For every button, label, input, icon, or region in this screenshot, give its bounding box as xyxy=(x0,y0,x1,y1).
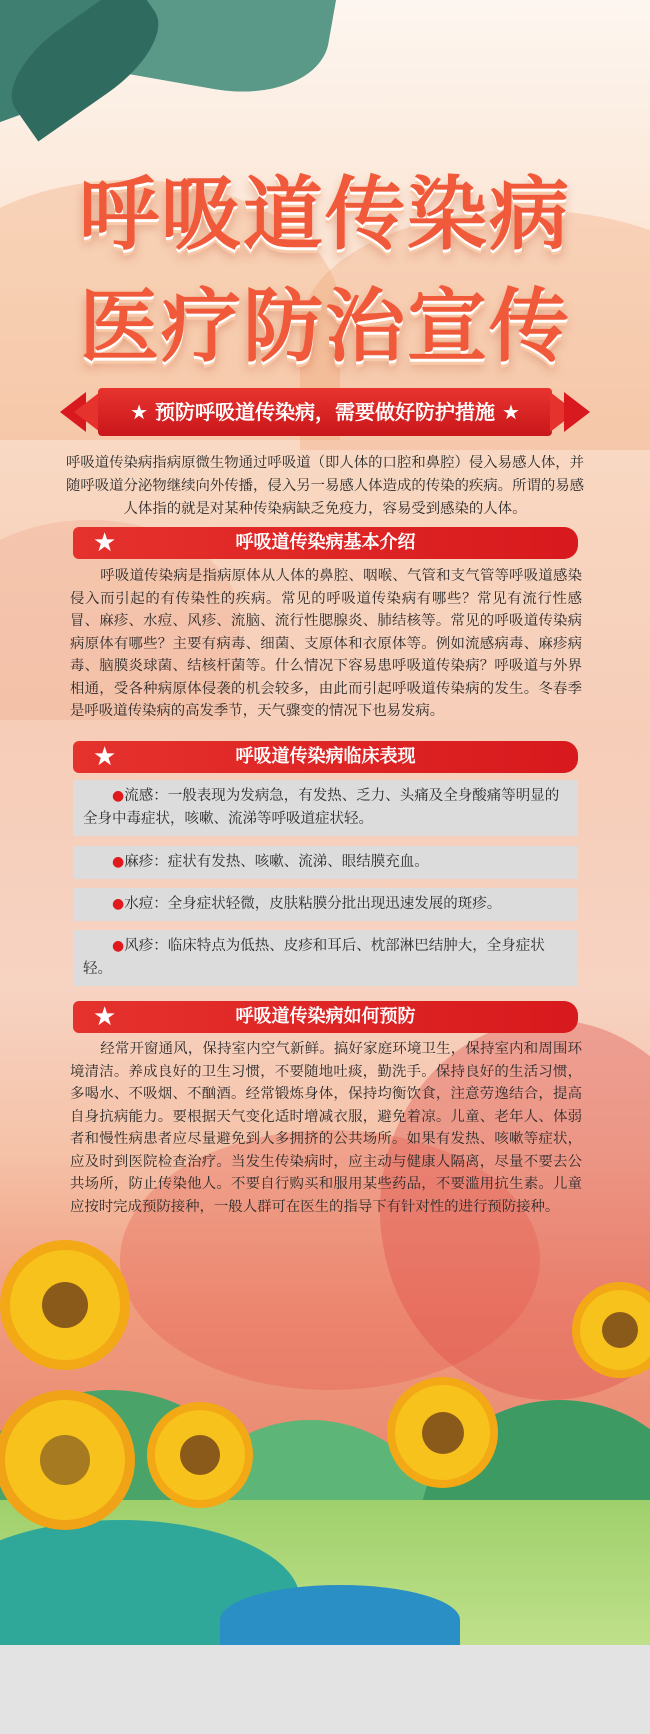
section-body-prevention: 经常开窗通风，保持室内空气新鲜。搞好家庭环境卫生，保持室内和周围环境清洁。养成良好的卫生习惯，不要随地吐痰，勤洗手。保持良好的生活习惯，多喝水、不吸烟、不酗酒。经常锻炼身体，保持均衡饮食，注意劳逸结合，提高自身抗病能力。要根据天气变化适时增减衣服，避免着凉。儿童、老年人、体弱者和慢性病患者应尽量避免到人多拥挤的公共场所。如果有发热、咳嗽等症状，应及时到医院检查治疗。当发生传染病时，应主动与健康人隔离，尽量不要去公共场所，防止传染他人。不要自行购买和服用某些药品，不要滥用抗生素。儿童应按时完成预防接种，一般人群可在医生的指导下有针对性的进行预防接种。 xyxy=(70,1041,582,1215)
bullet-icon: ● xyxy=(112,896,125,912)
symptom-text: 水痘：全身症状轻微，皮肤粘膜分批出现迅速发展的斑疹。 xyxy=(124,896,502,912)
star-icon: ★ xyxy=(501,400,520,424)
section-heading-prevention xyxy=(73,1001,578,1033)
sunflower-center-icon xyxy=(42,1282,88,1328)
section-body-intro: 呼吸道传染病是指病原体从人体的鼻腔、咽喉、气管和支气管等呼吸道感染侵入而引起的有传染性的疾病。常见的呼吸道传染病有哪些？常见有流行性感冒、麻疹、水痘、风疹、流脑、流行性腮腺炎、肺结核等。常见的呼吸道传染病病原体有哪些？主要有病毒、细菌、支原体和衣原体等。例如流感病毒、麻疹病毒、脑膜炎球菌、结核杆菌等。什么情况下容易患呼吸道传染病？呼吸道与外界相通，受各种病原体侵袭的机会较多，由此而引起呼吸道传染病的发生。冬春季是呼吸道传染病的高发季节，天气骤变的情况下也易发病。 xyxy=(70,568,582,719)
chevron-left-icon xyxy=(74,392,100,432)
subtitle-banner xyxy=(60,388,590,436)
chevron-right-icon xyxy=(564,392,590,432)
section-heading-text: 呼吸道传染病基本介绍 xyxy=(235,532,416,553)
banner-text: 预防呼吸道传染病，需要做好防护措施 xyxy=(155,400,495,424)
symptom-item-chickenpox xyxy=(73,888,578,921)
symptom-item-measles xyxy=(73,846,578,879)
title-line-2: 医疗防治宣传 xyxy=(79,280,571,373)
sunflower-center-icon xyxy=(40,1435,90,1485)
banner-body xyxy=(98,388,552,436)
symptom-text: 风疹：临床特点为低热、皮疹和耳后、枕部淋巴结肿大，全身症状轻。 xyxy=(83,938,545,977)
sunflower-center-icon xyxy=(180,1435,220,1475)
bullet-icon: ● xyxy=(112,854,125,870)
star-icon: ★ xyxy=(130,400,149,424)
symptom-text: 麻疹：症状有发热、咳嗽、流涕、眼结膜充血。 xyxy=(124,854,429,870)
sunflower-center-icon xyxy=(602,1312,638,1348)
intro-text: 呼吸道传染病指病原微生物通过呼吸道（即人体的口腔和鼻腔）侵入易感人体，并随呼吸道分泌物继续向外传播，侵入另一易感人体造成的传染的疾病。所谓的易感人体指的就是对某种传染病缺乏免疫力，容易受到感染的人体。 xyxy=(65,455,585,517)
sunflower-center-icon xyxy=(422,1412,464,1454)
star-icon: ★ xyxy=(93,528,117,558)
star-icon: ★ xyxy=(93,742,117,772)
title-line-1: 呼吸道传染病 xyxy=(79,168,571,261)
bullet-icon: ● xyxy=(112,788,125,804)
symptom-item-flu xyxy=(73,780,578,836)
symptom-item-rubella xyxy=(73,930,578,986)
bottom-margin xyxy=(0,1645,650,1734)
section-heading-symptoms xyxy=(73,741,578,773)
star-icon: ★ xyxy=(93,1002,117,1032)
symptom-text: 流感：一般表现为发病急，有发热、乏力、头痛及全身酸痛等明显的全身中毒症状，咳嗽、流涕等呼吸道症状轻。 xyxy=(83,788,560,827)
section-heading-text: 呼吸道传染病如何预防 xyxy=(235,1006,416,1027)
bullet-icon: ● xyxy=(112,938,125,954)
section-heading-intro xyxy=(73,527,578,559)
section-heading-text: 呼吸道传染病临床表现 xyxy=(235,746,416,767)
